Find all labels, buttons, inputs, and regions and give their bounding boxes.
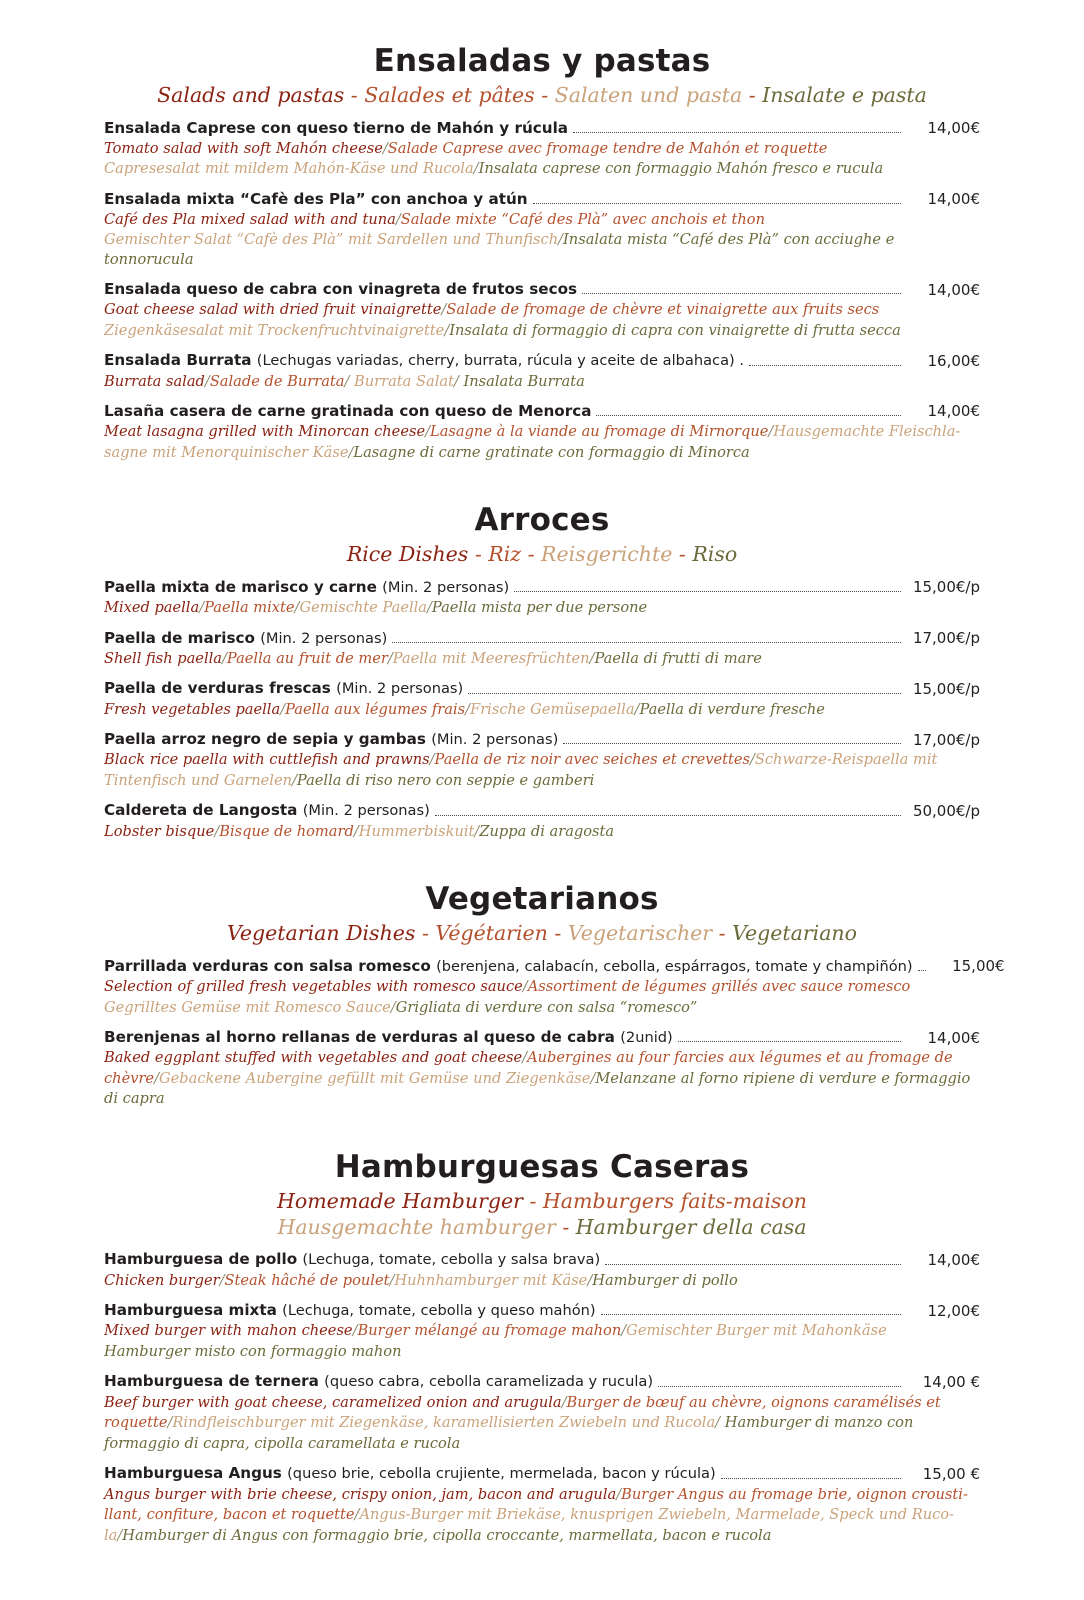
- menu-item: [104, 280, 980, 340]
- separator-slash: /: [294, 599, 300, 617]
- menu-item-line: [104, 1028, 980, 1047]
- separator-slash: /: [473, 160, 479, 178]
- menu-item-line: [104, 1372, 980, 1391]
- section-subtitle: [104, 921, 980, 947]
- translation-de: Hausgemachte Fleischla-: [773, 423, 961, 441]
- menu-item: [104, 578, 980, 618]
- menu-item-price: 12,00€: [927, 1301, 980, 1320]
- menu-item-price: 17,00€/p: [912, 629, 980, 648]
- menu-item-translation: [104, 649, 980, 669]
- translation-fr: Salade de Burrata: [209, 372, 345, 390]
- menu-item-name: Paella de verduras frescas (Min. 2 personas): [104, 679, 464, 698]
- translation-fr: Salade mixte “Café des Plà” avec anchois et thon: [400, 210, 765, 228]
- menu-item-translation: [104, 1485, 980, 1505]
- menu-item-translation: [104, 230, 980, 269]
- translation-en: Tomato salad with soft Mahón cheese: [104, 139, 383, 157]
- leader-dots: [678, 1031, 901, 1042]
- menu-item-price: 14,00€: [927, 1028, 980, 1047]
- leader-dots: [918, 960, 926, 971]
- menu-item-price: 17,00€/p: [912, 730, 980, 749]
- leader-dots: [573, 122, 901, 133]
- translation-de: Gebackene Aubergine gefüllt mit Gemüse und Ziegenkäse: [159, 1069, 591, 1087]
- menu-item-translation: [104, 1393, 980, 1413]
- section-title: Hamburguesas Caseras: [334, 1149, 750, 1185]
- translation-it2: di capra: [104, 1090, 165, 1108]
- menu-item: [104, 629, 980, 669]
- menu-item: [104, 1028, 980, 1109]
- menu-item-name: Paella mixta de marisco y carne (Min. 2 personas): [104, 577, 510, 596]
- menu-item: [104, 119, 980, 179]
- translation-it: Insalata Burrata: [458, 372, 585, 390]
- translation-de: Ziegenkäsesalat mit Trockenfruchtvinaigrette: [104, 321, 445, 339]
- leader-dots: [533, 193, 901, 204]
- subtitle-it: Vegetariano: [732, 920, 857, 945]
- menu-item-price: 50,00€/p: [912, 801, 980, 820]
- translation-en: Beef burger with goat cheese, caramelized onion and arugula: [104, 1393, 562, 1411]
- leader-dots: [514, 581, 901, 592]
- translation-en: Selection of grilled fresh vegetables with romesco sauce: [104, 978, 523, 996]
- section-hamburguesas: [104, 1150, 980, 1545]
- menu-item: [104, 956, 1005, 1017]
- menu-item-translation: [104, 1321, 980, 1341]
- menu-item: [104, 190, 980, 270]
- menu-item-name: Caldereta de Langosta (Min. 2 personas): [104, 801, 430, 820]
- translation-it2: formaggio di capra, cipolla caramellata e rucola: [104, 1434, 461, 1452]
- translation-it: Paella di verdure fresche: [639, 700, 825, 718]
- separator-slash: /: [389, 1271, 395, 1289]
- menu-item-translation: [104, 700, 980, 720]
- menu-item-name: Parrillada verduras con salsa romesco (berenjena, calabacín, cebolla, espárragos, tomate y champiñón): [104, 956, 913, 975]
- menu-item-translation: [104, 139, 980, 159]
- translation-fr: Bisque de homard: [219, 822, 354, 840]
- subtitle-sep: -: [468, 541, 489, 566]
- translation-en: Chicken burger: [104, 1271, 220, 1289]
- subtitle-sep: -: [555, 1214, 576, 1239]
- separator-slash: /: [474, 822, 480, 840]
- separator-slash: /: [221, 649, 227, 667]
- translation-en: Shell fish paella: [104, 649, 222, 667]
- separator-slash: /: [590, 1069, 596, 1087]
- separator-slash: /: [387, 649, 393, 667]
- translation-it: Grigliata di verdure con salsa “romesco”: [395, 998, 698, 1016]
- separator-slash: /: [621, 1322, 627, 1340]
- separator-slash: /: [292, 771, 297, 789]
- menu-item: [104, 1250, 980, 1290]
- menu-item-translation: [104, 1089, 980, 1109]
- leader-dots: [596, 405, 901, 416]
- menu-item-name: Ensalada queso de cabra con vinagreta de frutos secos: [104, 280, 578, 299]
- translation-fr: Salade de fromage de chèvre et vinaigrette aux fruits secs: [446, 301, 880, 319]
- separator-slash: /: [429, 751, 435, 769]
- menu-item-name: Ensalada Burrata (Lechugas variadas, cherry, burrata, rúcula y aceite de albahaca) .: [104, 351, 744, 370]
- menu-item-translation: [104, 1271, 980, 1291]
- menu-item-line: [104, 351, 980, 370]
- menu-item-line: [104, 402, 980, 421]
- menu-item-translation: [104, 998, 980, 1018]
- translation-de: Capresesalat mit mildem Mahón-Käse und Rucola: [104, 160, 474, 178]
- separator-slash: /: [768, 423, 774, 441]
- translation-fr: Steak hâché de poulet: [224, 1271, 390, 1289]
- translation-fr: Salade Caprese avec fromage tendre de Mahón et roquette: [387, 139, 828, 157]
- menu-item-line: [104, 679, 980, 698]
- separator-slash: /: [749, 751, 755, 769]
- translation-de: Huhnhamburger mit Käse: [394, 1271, 588, 1289]
- subtitle-fr: Végétarien: [435, 920, 548, 945]
- translation-en: Angus burger with brie cheese, crispy onion, jam, bacon and arugula: [104, 1485, 617, 1503]
- menu-item-line: [104, 578, 980, 597]
- subtitle-it: Insalate e pasta: [762, 82, 927, 107]
- separator-slash: /: [395, 210, 401, 228]
- leader-dots: [658, 1376, 901, 1387]
- section-spacer: [104, 1120, 980, 1150]
- separator-slash: /: [354, 1506, 360, 1524]
- separator-slash: /: [522, 1049, 528, 1067]
- translation-de: Frische Gemüsepaella: [470, 700, 635, 718]
- separator-slash: /: [441, 301, 447, 319]
- menu-item-price: 14,00€: [927, 189, 980, 208]
- translation-de2: Tintenfisch und Garnelen: [104, 771, 292, 789]
- separator-slash: /: [352, 1322, 358, 1340]
- translation-it: Paella di frutti di mare: [594, 649, 762, 667]
- subtitle-fr: Salades et pâtes: [364, 82, 535, 107]
- translation-en: Café des Pla mixed salad with and tuna: [104, 210, 396, 228]
- translation-de: Hummerbiskuit: [358, 822, 475, 840]
- separator-slash: /: [587, 1271, 593, 1289]
- menu-item-translation: [104, 210, 980, 230]
- subtitle-sep: -: [521, 541, 542, 566]
- separator-slash: /: [444, 321, 450, 339]
- menu-item-price: 14,00 €: [922, 1372, 980, 1391]
- separator-slash: /: [715, 1414, 721, 1432]
- leader-dots: [721, 1468, 901, 1479]
- translation-de: Angus-Burger mit Briekäse, knusprigen Zwiebeln, Marmelade, Speck und Ruco-: [359, 1506, 954, 1524]
- subtitle-sep: -: [672, 541, 693, 566]
- menu-item-name: Paella de marisco (Min. 2 personas): [104, 628, 388, 647]
- separator-slash: /: [353, 822, 359, 840]
- menu-item: [104, 1464, 980, 1545]
- translation-it: Insalata mista “Café des Plà” con acciughe e tonnorucula: [104, 231, 895, 268]
- menu-item-detail: (queso brie, cebolla crujiente, mermelada, bacon y rúcula): [287, 1465, 716, 1483]
- menu-item-translation: [104, 1434, 980, 1454]
- menu-item-name: Hamburguesa mixta (Lechuga, tomate, cebolla y queso mahón): [104, 1301, 596, 1320]
- translation-en: Mixed paella: [104, 599, 200, 617]
- translation-en: Lobster bisque: [104, 822, 215, 840]
- separator-slash: /: [522, 978, 528, 996]
- separator-slash: /: [558, 231, 564, 249]
- menu-item-detail: (Min. 2 personas): [260, 629, 388, 647]
- section-ensaladas: [104, 44, 980, 462]
- menu-item: [104, 1372, 980, 1453]
- section-subtitle: [104, 542, 980, 568]
- separator-slash: /: [561, 1393, 567, 1411]
- leader-dots: [749, 355, 901, 366]
- menu-item-line: [104, 1464, 980, 1483]
- menu-item-detail: (Lechugas variadas, cherry, burrata, rúcula y aceite de albahaca) .: [256, 352, 744, 370]
- leader-dots: [435, 805, 901, 816]
- translation-it: Hamburger misto con formaggio mahon: [104, 1342, 402, 1360]
- translation-fr: Paella aux légumes frais: [285, 700, 466, 718]
- menu-item-line: [104, 629, 980, 648]
- separator-slash: /: [117, 1526, 123, 1544]
- menu-item-translation: [104, 598, 980, 618]
- menu-item-line: [104, 280, 980, 299]
- translation-fr: Paella de riz noir avec seiches et crevettes: [434, 751, 750, 769]
- menu-item: [104, 679, 980, 719]
- menu-item-line: [104, 190, 980, 209]
- subtitle-sep: -: [522, 1188, 543, 1213]
- translation-it: Hamburger di Angus con formaggio brie, cipolla croccante, marmellata, bacon e rucola: [122, 1526, 772, 1544]
- subtitle-fr: Riz: [488, 541, 522, 566]
- translation-fr2: chèvre: [104, 1069, 155, 1087]
- menu-item: [104, 351, 980, 391]
- menu-item-price: 15,00€: [952, 957, 1005, 976]
- menu-item-detail: (2unid): [620, 1029, 673, 1047]
- menu-item: [104, 801, 980, 841]
- translation-it: Paella di riso nero con seppie e gamberi: [296, 771, 595, 789]
- section-spacer: [104, 852, 980, 882]
- separator-slash: /: [204, 372, 210, 390]
- subtitle-de: Reisgerichte: [541, 541, 673, 566]
- separator-slash: /: [280, 700, 286, 718]
- translation-en: Black rice paella with cuttlefish and prawns: [104, 751, 430, 769]
- subtitle-sep: -: [742, 82, 763, 107]
- translation-it: Melanzane al forno ripiene di verdure e formaggio: [595, 1069, 971, 1087]
- separator-slash: /: [465, 700, 471, 718]
- leader-dots: [601, 1304, 901, 1315]
- menu-item-name: Hamburguesa de ternera (queso cabra, cebolla caramelizada y rucula): [104, 1372, 654, 1391]
- translation-fr: Burger de bœuf au chèvre, oignons caramélisés et: [566, 1393, 941, 1411]
- translation-en: Burrata salad: [104, 372, 205, 390]
- separator-slash: /: [348, 443, 354, 461]
- translation-de: Schwarze-Reispaella mit: [754, 751, 938, 769]
- menu-item-translation: [104, 771, 980, 791]
- menu-item-line: [104, 119, 980, 138]
- menu-item-detail: (Min. 2 personas): [302, 802, 430, 820]
- menu-item-detail: (berenjena, calabacín, cebolla, espárragos, tomate y champiñón): [436, 957, 913, 975]
- section-subtitle: [104, 83, 980, 109]
- menu-item-name: Hamburguesa de pollo (Lechuga, tomate, cebolla y salsa brava): [104, 1250, 601, 1269]
- subtitle-en: Homemade Hamburger: [276, 1188, 523, 1213]
- translation-it: Insalata di formaggio di capra con vinaigrette di frutta secca: [449, 321, 901, 339]
- translation-fr: Aubergines au four farcies aux légumes et au fromage de: [527, 1049, 953, 1067]
- menu-item-line: [104, 1250, 980, 1269]
- translation-en: Baked eggplant stuffed with vegetables and goat cheese: [104, 1049, 523, 1067]
- menu-item-name: Berenjenas al horno rellanas de verduras al queso de cabra (2unid): [104, 1028, 673, 1047]
- menu-item-line: [104, 801, 980, 820]
- menu-item-translation: [104, 1505, 980, 1525]
- menu-item: [104, 730, 980, 790]
- menu-item-translation: [104, 977, 980, 997]
- translation-it: Insalata caprese con formaggio Mahón fresco e rucula: [478, 160, 884, 178]
- section-vegetarianos: [104, 881, 1005, 1109]
- separator-slash: /: [425, 423, 430, 441]
- separator-slash: /: [154, 1069, 159, 1087]
- separator-slash: /: [344, 372, 350, 390]
- translation-fr: Paella mixte: [204, 599, 295, 617]
- menu-item-line: [104, 730, 980, 749]
- separator-slash: /: [589, 649, 595, 667]
- menu-item-translation: [104, 822, 980, 842]
- subtitle-en: Rice Dishes: [346, 541, 469, 566]
- subtitle-sep: -: [712, 920, 733, 945]
- translation-fr: Burger Angus au fromage brie, oignon crousti-: [621, 1485, 968, 1503]
- menu-item-translation: [104, 422, 980, 442]
- menu-item-price: 15,00€/p: [912, 578, 980, 597]
- separator-slash: /: [427, 599, 432, 617]
- leader-dots: [582, 283, 901, 294]
- menu-item-translation: [104, 1526, 980, 1546]
- subtitle-de: Hausgemachte hamburger: [277, 1214, 556, 1239]
- leader-dots: [563, 733, 901, 744]
- translation-en: Meat lasagna grilled with Minorcan cheese: [104, 423, 426, 441]
- menu-item-name: Lasaña casera de carne gratinada con queso de Menorca: [104, 402, 592, 421]
- menu-item-translation: [104, 1413, 980, 1433]
- menu-item-detail: (Min. 2 personas): [382, 578, 510, 596]
- separator-slash: /: [214, 822, 220, 840]
- menu-item-detail: (Min. 2 personas): [336, 680, 464, 698]
- menu-item-line: [104, 956, 1005, 976]
- section-spacer: [104, 473, 980, 503]
- separator-slash: /: [382, 139, 388, 157]
- menu-item-detail: (Lechuga, tomate, cebolla y queso mahón): [282, 1302, 596, 1320]
- leader-dots: [605, 1254, 901, 1265]
- subtitle-de: Salaten und pasta: [554, 82, 743, 107]
- translation-it: Paella mista per due persone: [431, 599, 648, 617]
- translation-de: Rindfleischburger mit Ziegenkäse, karamellisierten Zwiebeln und Rucola: [172, 1414, 716, 1432]
- translation-fr2: llant, confiture, bacon et roquette: [104, 1506, 355, 1524]
- menu-item-detail: (queso cabra, cebolla caramelizada y rucula): [324, 1373, 654, 1391]
- separator-slash: /: [167, 1414, 173, 1432]
- menu-item-translation: [104, 300, 980, 320]
- menu-item-price: 15,00€/p: [912, 679, 980, 698]
- menu-item-translation: [104, 159, 980, 179]
- translation-fr: Burger mélangé au fromage mahon: [357, 1322, 622, 1340]
- menu-item-translation: [104, 1342, 980, 1362]
- menu-item-name: Hamburguesa Angus (queso brie, cebolla crujiente, mermelada, bacon y rúcula): [104, 1464, 716, 1483]
- translation-de: Burrata Salat: [349, 372, 454, 390]
- section-arroces: [104, 503, 980, 841]
- menu-item-price: 15,00 €: [922, 1464, 980, 1483]
- subtitle-sep: -: [534, 82, 555, 107]
- leader-dots: [392, 632, 901, 643]
- leader-dots: [468, 683, 901, 694]
- menu-item-translation: [104, 1048, 980, 1068]
- separator-slash: /: [634, 700, 640, 718]
- subtitle-it: Hamburger della casa: [575, 1214, 807, 1239]
- separator-slash: /: [219, 1271, 225, 1289]
- menu-item-translation: [104, 321, 980, 341]
- translation-de: Gemischte Paella: [299, 599, 427, 617]
- menu-sections: [104, 43, 1005, 1545]
- translation-fr: Paella au fruit de mer: [226, 649, 388, 667]
- section-title: Vegetarianos: [425, 881, 659, 918]
- section-title: Arroces: [474, 502, 610, 539]
- separator-slash: /: [453, 372, 459, 390]
- translation-fr2: roquette: [104, 1414, 168, 1432]
- menu-item-price: 14,00€: [927, 118, 980, 137]
- menu-item-price: 14,00€: [927, 280, 980, 299]
- subtitle-en: Salads and pastas: [157, 82, 345, 107]
- menu-item-translation: [104, 443, 980, 463]
- section-title: Ensaladas y pastas: [373, 43, 711, 79]
- translation-de2: la: [104, 1526, 118, 1544]
- separator-slash: /: [390, 998, 396, 1016]
- menu-item: [104, 402, 980, 462]
- translation-de2: sagne mit Menorquinischer Käse: [104, 443, 349, 461]
- menu-item-translation: [104, 1069, 980, 1089]
- menu-item-translation: [104, 372, 980, 392]
- subtitle-en: Vegetarian Dishes: [227, 920, 416, 945]
- translation-de: Gegrilltes Gemüse mit Romesco Sauce: [104, 998, 391, 1016]
- translation-it: Lasagne di carne gratinate con formaggio di Minorca: [353, 443, 750, 461]
- translation-en: Fresh vegetables paella: [104, 700, 281, 718]
- translation-fr: Assortiment de légumes grillés avec sauce romesco: [527, 978, 911, 996]
- menu-item-translation: [104, 750, 980, 770]
- menu-item-name: Ensalada mixta “Cafè des Pla” con anchoa y atún: [104, 189, 528, 208]
- subtitle-fr: Hamburgers faits-maison: [542, 1188, 807, 1213]
- menu-item-name: Ensalada Caprese con queso tierno de Mahón y rúcula: [104, 118, 569, 137]
- translation-it: Zuppa di aragosta: [479, 822, 615, 840]
- translation-de: Paella mit Meeresfrüchten: [392, 649, 590, 667]
- translation-de: Gemischter Burger mit Mahonkäse: [626, 1322, 887, 1340]
- translation-de: Gemischter Salat “Cafè des Plà” mit Sardellen und Thunfisch: [104, 231, 559, 249]
- translation-it: Hamburger di pollo: [592, 1271, 738, 1289]
- translation-it: Hamburger di manzo con: [720, 1414, 914, 1432]
- subtitle-sep: -: [344, 82, 365, 107]
- menu-item-price: 16,00€: [927, 351, 980, 370]
- menu-item-name: Paella arroz negro de sepia y gambas (Min. 2 personas): [104, 730, 559, 749]
- separator-slash: /: [199, 599, 205, 617]
- separator-slash: /: [616, 1485, 622, 1503]
- subtitle-it: Riso: [692, 541, 738, 566]
- menu-item-detail: (Lechuga, tomate, cebolla y salsa brava): [302, 1251, 601, 1269]
- translation-en: Goat cheese salad with dried fruit vinaigrette: [104, 301, 442, 319]
- menu-item-detail: (Min. 2 personas): [431, 731, 559, 749]
- menu-item: [104, 1301, 980, 1361]
- subtitle-de: Vegetarischer: [567, 920, 713, 945]
- translation-fr: Lasagne à la viande au fromage di Mirnorque: [430, 423, 769, 441]
- translation-en: Mixed burger with mahon cheese: [104, 1322, 353, 1340]
- section-subtitle: [104, 1189, 980, 1241]
- menu-item-price: 14,00€: [927, 1250, 980, 1269]
- menu-item-price: 14,00€: [927, 402, 980, 421]
- subtitle-sep: -: [415, 920, 436, 945]
- menu-item-line: [104, 1301, 980, 1320]
- subtitle-sep: -: [547, 920, 568, 945]
